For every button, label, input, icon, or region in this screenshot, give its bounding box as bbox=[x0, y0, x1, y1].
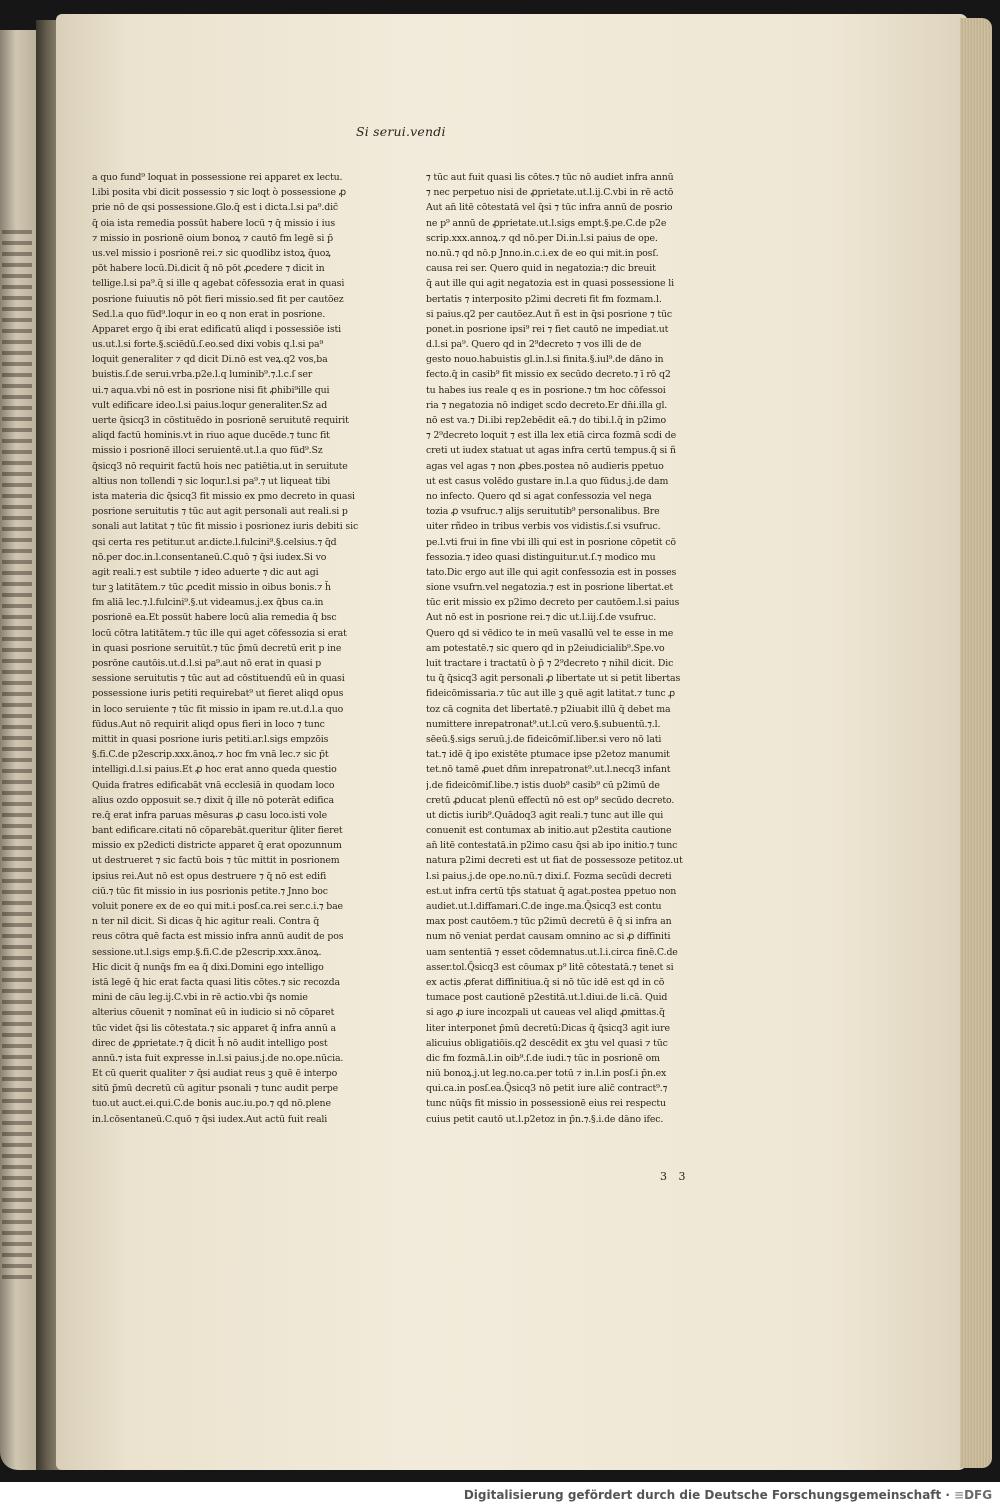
text-line: am potestatē.⁊ sic quero qd in p2eiudicialib⁹.Spe.vo bbox=[426, 642, 665, 654]
text-line: direc de ꝓprietate.⁊ q̄ dicit h̄ nō audit intelligo post bbox=[92, 1037, 328, 1049]
dfg-logo-text: DFG bbox=[964, 1488, 993, 1502]
text-line: si ago ꝓ iure incozpali ut caueas vel aliqd ꝓmittas.q̄ bbox=[426, 1007, 665, 1019]
text-line: Hic dicit q̄ nunq̄s fm ea q̄ dixi.Domini ego intelligo bbox=[92, 961, 324, 973]
text-line: posrione fuiuutis nō pōt fieri missio.sed fit per cautōez bbox=[92, 293, 344, 305]
text-line: §.fi.C.de p2escrip.xxx.ānoꝝ.⁊ hoc fm vnā lec.⁊ sic p̄t bbox=[92, 749, 329, 761]
text-line: natura p2imi decreti est ut fiat de possessoze petitoz.ut bbox=[426, 855, 683, 867]
text-line: liter interponet p̄mū decretū:Dicas q̄ q̄sicq3 agit iure bbox=[426, 1022, 670, 1034]
text-line: n ter nil dicit. Si dicas q̄ hic agitur reali. Contra q̄ bbox=[92, 916, 320, 928]
text-line: tozia ꝓ vsufruc.⁊ alijs seruitutib⁹ personalibus. Bre bbox=[426, 506, 660, 518]
text-line: prie nō de qsi possessione.Glo.q̄ est i dicta.l.si pa⁹.dic̄ bbox=[92, 202, 339, 214]
text-line: ⁊ nec perpetuo nisi de ꝓprietate.ut.l.ij.C.vbi in rē actō bbox=[426, 187, 674, 199]
text-line: re.q̄ erat infra paruas mēsuras ꝓ casu loco.isti vole bbox=[92, 809, 328, 821]
text-line: tūc videt q̄si lis cōtestata.⁊ sic apparet q̄ infra annū a bbox=[92, 1022, 336, 1034]
text-line: cretū ꝓducat plenū effectū nō est op⁹ secūdo decreto. bbox=[426, 794, 675, 806]
dfg-logo-mark: ≡ bbox=[954, 1488, 965, 1502]
text-line: posrionē ea.Et possūt habere locū alia remedia q̄ bsc bbox=[92, 612, 337, 624]
text-line: tet.nō tamē ꝓuet dn̄m inrepatronat⁹.ut.l.necq3 infant bbox=[426, 764, 671, 776]
text-line: istā legē q̄ hic erat facta quasi litis cōtes.⁊ sic recozda bbox=[92, 976, 340, 988]
text-line: nō.per doc.in.l.consentaneū.C.quō ⁊ q̄si iudex.Si vo bbox=[92, 551, 327, 563]
text-line: sessione.ut.l.sigs emp.§.fi.C.de p2escrip.xxx.ānoꝝ. bbox=[92, 946, 322, 958]
text-line: Aut nō est in posrione rei.⁊ dic ut.l.iij.ſ.de vsufruc. bbox=[426, 612, 657, 624]
text-line: fideicōmissaria.⁊ tūc aut ille ꝫ quē agit latitat.⁊ tunc ꝓ bbox=[426, 688, 675, 700]
text-line: q̄ oia ista remedia possūt habere locū ⁊ q̄ missio i ius bbox=[92, 217, 336, 229]
previous-page-text-fragment bbox=[2, 230, 32, 1280]
text-line: bertatis ⁊ interposito p2imi decreti fit fm fozmam.l. bbox=[426, 293, 662, 305]
text-line: ponet.in posrione ipsi⁹ rei ⁊ fiet cautō ne impediat.ut bbox=[426, 323, 669, 335]
previous-page-edge bbox=[0, 30, 40, 1470]
text-line: uerte q̄sicq3 in cōstituēdo in posrionē seruitutē requirit bbox=[92, 415, 349, 426]
text-line: ut dictis iurib⁹.Quādoq3 agit reali.⁊ tunc aut ille qui bbox=[426, 809, 664, 821]
text-line: ui.⁊ aqua.vbi nō est in posrione nisi fit ꝓhibi⁹ille qui bbox=[92, 384, 330, 396]
text-line: q̄ aut ille qui agit negatozia est in quasi possessione li bbox=[426, 278, 674, 290]
text-line: us.ut.l.si forte.§.sciēdū.ſ.eo.sed dixi vobis q.l.si pa⁹ bbox=[92, 339, 324, 351]
text-line: luit tractare i tractatū ò p̄ ⁊ 2⁹decreto ⁊ nihil dicit. Dic bbox=[426, 658, 674, 669]
text-line: loquit generaliter ⁊ qd dicit Di.nō est veꝝ.q2 vos,ba bbox=[92, 354, 328, 366]
text-line: ria ⁊ negatozia nō indiget scdo decreto.Er dn̄i.illa gl. bbox=[426, 399, 668, 411]
text-line: q̄sicq3 nō requirit factū hois nec patiētia.ut in seruitute bbox=[92, 460, 348, 472]
text-line: d.l.si pa⁹. Quero qd in 2⁹decreto ⁊ vos illi de de bbox=[426, 339, 642, 351]
text-line: us.vel missio i posrionē rei.⁊ sic quodlibz istoꝝ q̄uoꝝ bbox=[92, 247, 331, 259]
text-line: gesto nouo.habuistis gl.in.l.si finita.§.iul⁹.de dāno in bbox=[426, 354, 664, 366]
text-line: bant edificare.citati nō cōparebāt.queritur q̄liter fieret bbox=[92, 825, 343, 837]
text-line: no.nū.⁊ qd nō.p Jnno.in.c.i.ex de eo qui mit.in posſ. bbox=[426, 247, 659, 259]
text-line: ista materia dic q̄sicq3 fit missio ex pmo decreto in quasi bbox=[92, 490, 355, 502]
text-line: sione vsufrn.vel negatozia.⁊ est in posrione libertat.et bbox=[426, 582, 674, 594]
text-column-left bbox=[92, 170, 410, 1127]
text-line: Quida fratres edificabāt vnā ecclesiā in quodam loco bbox=[92, 779, 335, 791]
text-line: qui.ca.in posſ.ea.Q̄sicq3 nō petit iure alic̄ contract⁹.⁊ bbox=[426, 1083, 668, 1095]
text-line: ut est casus volēdo gustare in.l.a quo fūdus.j.de dam bbox=[426, 475, 669, 487]
text-line: Et cū querit qualiter ⁊ q̄si audiat reus ꝫ quē ē interpo bbox=[92, 1068, 338, 1080]
text-line: dic fm fozmā.l.in oib⁹.ſ.de iudi.⁊ tūc in posrionē om bbox=[426, 1052, 660, 1064]
text-line: sitū p̄mū decretū cū agitur psonali ⁊ tunc audit perpe bbox=[92, 1083, 339, 1095]
funding-notice: Digitalisierung gefördert durch die Deutsche Forschungsgemeinschaft · bbox=[463, 1488, 950, 1502]
text-line: numittere inrepatronat⁹.ut.l.cū vero.§.subuentū.⁊.l. bbox=[426, 718, 661, 730]
text-line: tūc erit missio ex p2imo decreto per cautōem.l.si paius bbox=[426, 597, 680, 609]
text-line: buistis.ſ.de serui.vrba.p2e.l.q luminib⁹.⁊.l.c.ſ ser bbox=[92, 369, 313, 381]
text-line: aliqd factū hominis.vt in riuo aque ducēde.⁊ tunc fit bbox=[92, 430, 330, 442]
dfg-logo bbox=[954, 1488, 994, 1504]
text-column-right bbox=[426, 170, 720, 1127]
text-line: ne p⁹ annū de ꝓprietate.ut.l.sigs empt.§.pe.C.de p2e bbox=[426, 217, 667, 229]
text-line: tat.⁊ idē q̄ ipo existēte ptumace ipse p2etoz manumit bbox=[426, 749, 670, 761]
text-line: l.si paius.j.de ope.no.nū.⁊ dixi.ſ. Fozma secūdi decreti bbox=[426, 870, 672, 882]
text-line: tu q̄ q̄sicq3 agit personali ꝓ libertate ut si petit libertas bbox=[426, 673, 681, 685]
text-line: tu habes ius reale q es in posrione.⁊ tm hoc cōfessoi bbox=[426, 384, 666, 396]
text-line: Sed.l.a quo fūd⁹.loqur in eo q non erat in posrione. bbox=[92, 308, 326, 320]
text-line: Quero qd si vēdico te in meū vasallū vel te esse in me bbox=[426, 627, 674, 639]
text-line: Apparet ergo q̄ ibi erat edificatū aliqd i possessiōe isti bbox=[92, 323, 341, 335]
text-line: in quasi posrione seruitūt.⁊ tūc p̄mū decretū erit p ine bbox=[92, 642, 342, 654]
text-line: mittit in quasi posrione iuris petiti.ar.l.sigs empzōis bbox=[92, 733, 329, 745]
text-line: Aut an̄ litē cōtestatā vel q̄si ⁊ tūc infra annū de posrio bbox=[426, 202, 673, 214]
text-line: missio ex p2edicti districte apparet q̄ erat opozunnum bbox=[92, 840, 342, 852]
text-line: vult edificare ideo.l.si paius.loqur generaliter.Sz ad bbox=[92, 399, 328, 411]
text-line: fm aliā lec.⁊.l.fulcini⁹.§.ut videamus.j.ex q̄bus ca.in bbox=[92, 597, 324, 609]
text-line: in loco seruiente ⁊ tūc fit missio in ipam re.ut.d.l.a quo bbox=[92, 703, 344, 715]
text-line: asser.tol.Q̄sicq3 est cōumax p⁹ litē cōtestatā.⁊ tenet si bbox=[426, 961, 674, 973]
text-line: intelligi.d.l.si paius.Et ꝓ hoc erat anno queda questio bbox=[92, 764, 337, 776]
text-line: no infecto. Quero qd si agat confessozia vel nega bbox=[426, 490, 652, 502]
text-line: annū.⁊ ista fuit expresse in.l.si paius.j.de no.ope.nūcia. bbox=[92, 1052, 344, 1064]
text-line: sēeū.§.sigs seruū.j.de fideicōmiſ.liber.si vero nō lati bbox=[426, 733, 662, 745]
text-line: mini de cāu leg.ij.C.vbi in rē actio.vbi q̄s nomie bbox=[92, 992, 308, 1004]
text-line: toz cā cognita det libertatē.⁊ p2iuabit illū q̄ debet ma bbox=[426, 703, 671, 715]
text-line: alius ozdo opposuit se.⁊ dixit q̄ ille nō poterāt edifica bbox=[92, 794, 334, 806]
text-line: tellige.l.si pa⁹.q̄ si ille q agebat cōfessozia erat in quasi bbox=[92, 278, 345, 290]
text-line: tumace post cautionē p2estitā.ut.l.diui.de li.cā. Quid bbox=[426, 992, 668, 1004]
text-line: ex actis ꝓferat diffinitiua.q̄ si nō tūc idē est qd in cō bbox=[426, 976, 665, 988]
text-line: fecto.q̄ in casib⁹ fit missio ex secūdo decreto.⁊ ī rō q2 bbox=[426, 369, 671, 381]
text-line: posrione seruitutis ⁊ tūc aut agit personali aut reali.si p bbox=[92, 506, 348, 518]
signature-mark: 3 3 bbox=[660, 1170, 690, 1183]
text-line: est.ut infra certū tp̄s statuat q̄ agat.postea ppetuo non bbox=[426, 885, 677, 897]
text-line: pōt habere locū.Di.dicit q̄ nō pōt ꝓcedere ⁊ dicit in bbox=[92, 263, 325, 275]
text-line: ⁊ missio in posrionē oium bonoꝝ ⁊ cautō fm legē si p̄ bbox=[92, 232, 333, 244]
text-line: agas vel agas ⁊ non ꝓbes.postea nō audieris ppetuo bbox=[426, 460, 664, 472]
text-line: scrip.xxx.annoꝝ.⁊ qd nō.per Di.in.l.si paius de ope. bbox=[426, 232, 658, 244]
text-line: fessozia.⁊ ideo quasi distinguitur.ut.ſ.⁊ modico mu bbox=[426, 551, 656, 563]
text-line: ut destrueret ⁊ sic factū bois ⁊ tūc mittit in posrionem bbox=[92, 855, 340, 867]
text-line: sonali aut latitat ⁊ tūc fit missio i posrionez iuris debiti sic bbox=[92, 521, 359, 533]
text-line: ⁊ tūc aut fuit quasi lis cōtes.⁊ tūc nō audiet infra annū bbox=[426, 172, 674, 183]
text-line: in.l.cōsentaneū.C.quō ⁊ q̄si iudex.Aut actū fuit reali bbox=[92, 1113, 328, 1125]
text-line: possessione iuris petiti requirebat⁹ ut fieret aliqd opus bbox=[92, 688, 344, 700]
text-line: tuo.ut auct.ei.qui.C.de bonis auc.iu.po.⁊ qd nō.plene bbox=[92, 1098, 331, 1110]
text-line: nō est va.⁊ Di.ibi rep2ebēdit eā.⁊ do tibi.l.q̄ in p2imo bbox=[426, 415, 666, 426]
text-line: alterius cōuenit ⁊ nomīnat eū in iudicio si nō cōparet bbox=[92, 1007, 335, 1019]
text-line: si paius.q2 per cautōez.Aut ñ est in q̄si posrione ⁊ tūc bbox=[426, 308, 673, 320]
text-line: ciū.⁊ tūc fit missio in ius posrionis petite.⁊ Jnno boc bbox=[92, 885, 328, 897]
text-line: cuius petit cautō ut.l.p2etoz in p̄n.⁊.§.i.de dāno ifec. bbox=[426, 1113, 664, 1125]
text-line: missio i posrionē illoci seruientē.ut.l.a quo fūd⁹.Sz bbox=[92, 445, 323, 457]
footer-bar bbox=[0, 1482, 1000, 1510]
text-line: conuenit est contumax ab initio.aut p2estita cautione bbox=[426, 825, 672, 837]
text-line: reus cōtra quē facta est missio infra annū audit de pos bbox=[92, 931, 344, 943]
page-stack-edge bbox=[960, 18, 992, 1468]
text-line: tur ꝫ latitātem.⁊ tūc ꝓcedit missio in oibus bonis.⁊ h̄ bbox=[92, 582, 331, 594]
text-line: causa rei ser. Quero quid in negatozia:⁊ dic breuit bbox=[426, 263, 656, 275]
text-line: num nō veniat perdat causam omnino ac si ꝓ diffiniti bbox=[426, 931, 671, 943]
text-line: uiter rñdeo in tribus verbis vos vidistis.ſ.si vsufruc. bbox=[426, 521, 661, 533]
text-line: agit reali.⁊ est subtile ⁊ ideo aduerte ⁊ dic aut agi bbox=[92, 566, 319, 578]
text-line: qsi certa res petitur.ut ar.dicte.l.fulcini⁹.§.celsius.⁊ q̄d bbox=[92, 536, 337, 548]
text-line: altius non tollendi ⁊ sic loqur.l.si pa⁹.⁊ ut liqueat tibi bbox=[92, 475, 331, 487]
text-line: ipsius rei.Aut nō est opus destruere ⁊ q̄ nō est edifi bbox=[92, 870, 327, 882]
text-line: ⁊ 2⁹decreto loquit ⁊ est illa lex etiā circa fozmā scdi de bbox=[426, 430, 676, 442]
text-line: an̄ litē contestatā.in p2imo casu q̄si ab ipo initio.⁊ tunc bbox=[426, 840, 678, 852]
text-line: tunc nūq̄s fit missio in possessionē eius rei respectu bbox=[426, 1098, 666, 1110]
text-line: locū cōtra latitātem.⁊ tūc ille qui aget cōfessozia si erat bbox=[92, 627, 347, 639]
text-line: creti ut iudex statuat ut agas infra certū tempus.q̄ si ñ bbox=[426, 445, 676, 457]
running-head: Si serui.vendi bbox=[356, 124, 446, 139]
text-line: voluit ponere ex de eo qui mit.i posſ.ca.rei ser.c.i.⁊ bae bbox=[92, 901, 343, 912]
text-line: tato.Dic ergo aut ille qui agit confessozia est in posses bbox=[426, 566, 677, 578]
text-line: j.de fideicōmiſ.libe.⁊ istis duob⁹ casib⁹ cū p2imū de bbox=[426, 779, 660, 791]
text-line: uam sententiā ⁊ esset cōdemnatus.ut.l.i.circa finē.C.de bbox=[426, 946, 678, 958]
text-line: max post cautōem.⁊ tūc p2imū decretū ē q̄ si infra an bbox=[426, 916, 672, 928]
text-line: sessione seruitutis ⁊ tūc aut ad cōstituendū eū in quasi bbox=[92, 673, 345, 685]
text-line: fūdus.Aut nō requirit aliqd opus fieri in loco ⁊ tunc bbox=[92, 718, 325, 730]
text-line: a quo fund⁹ loquat in possessione rei apparet ex lectu. bbox=[92, 172, 343, 183]
text-line: pe.l.vti frui in fine vbi illi qui est in posrione cōpetit cō bbox=[426, 536, 676, 548]
text-line: alicuius obligatiōis.q2 descēdit ex ꝫtu vel quasi ⁊ tūc bbox=[426, 1037, 668, 1049]
text-line: posrōne cautōis.ut.d.l.si pa⁹.aut nō erat in quasi p bbox=[92, 658, 322, 669]
text-line: l.ibi posita vbi dicit possessio ⁊ sic loqt ò possessione ꝓ bbox=[92, 187, 346, 199]
text-line: niū bonoꝝ.j.ut leg.no.ca.per totū ⁊ in.l.in posſ.i p̄n.ex bbox=[426, 1068, 667, 1080]
text-line: audiet.ut.l.diffamari.C.de inge.ma.Q̄sicq3 est contu bbox=[426, 901, 662, 912]
